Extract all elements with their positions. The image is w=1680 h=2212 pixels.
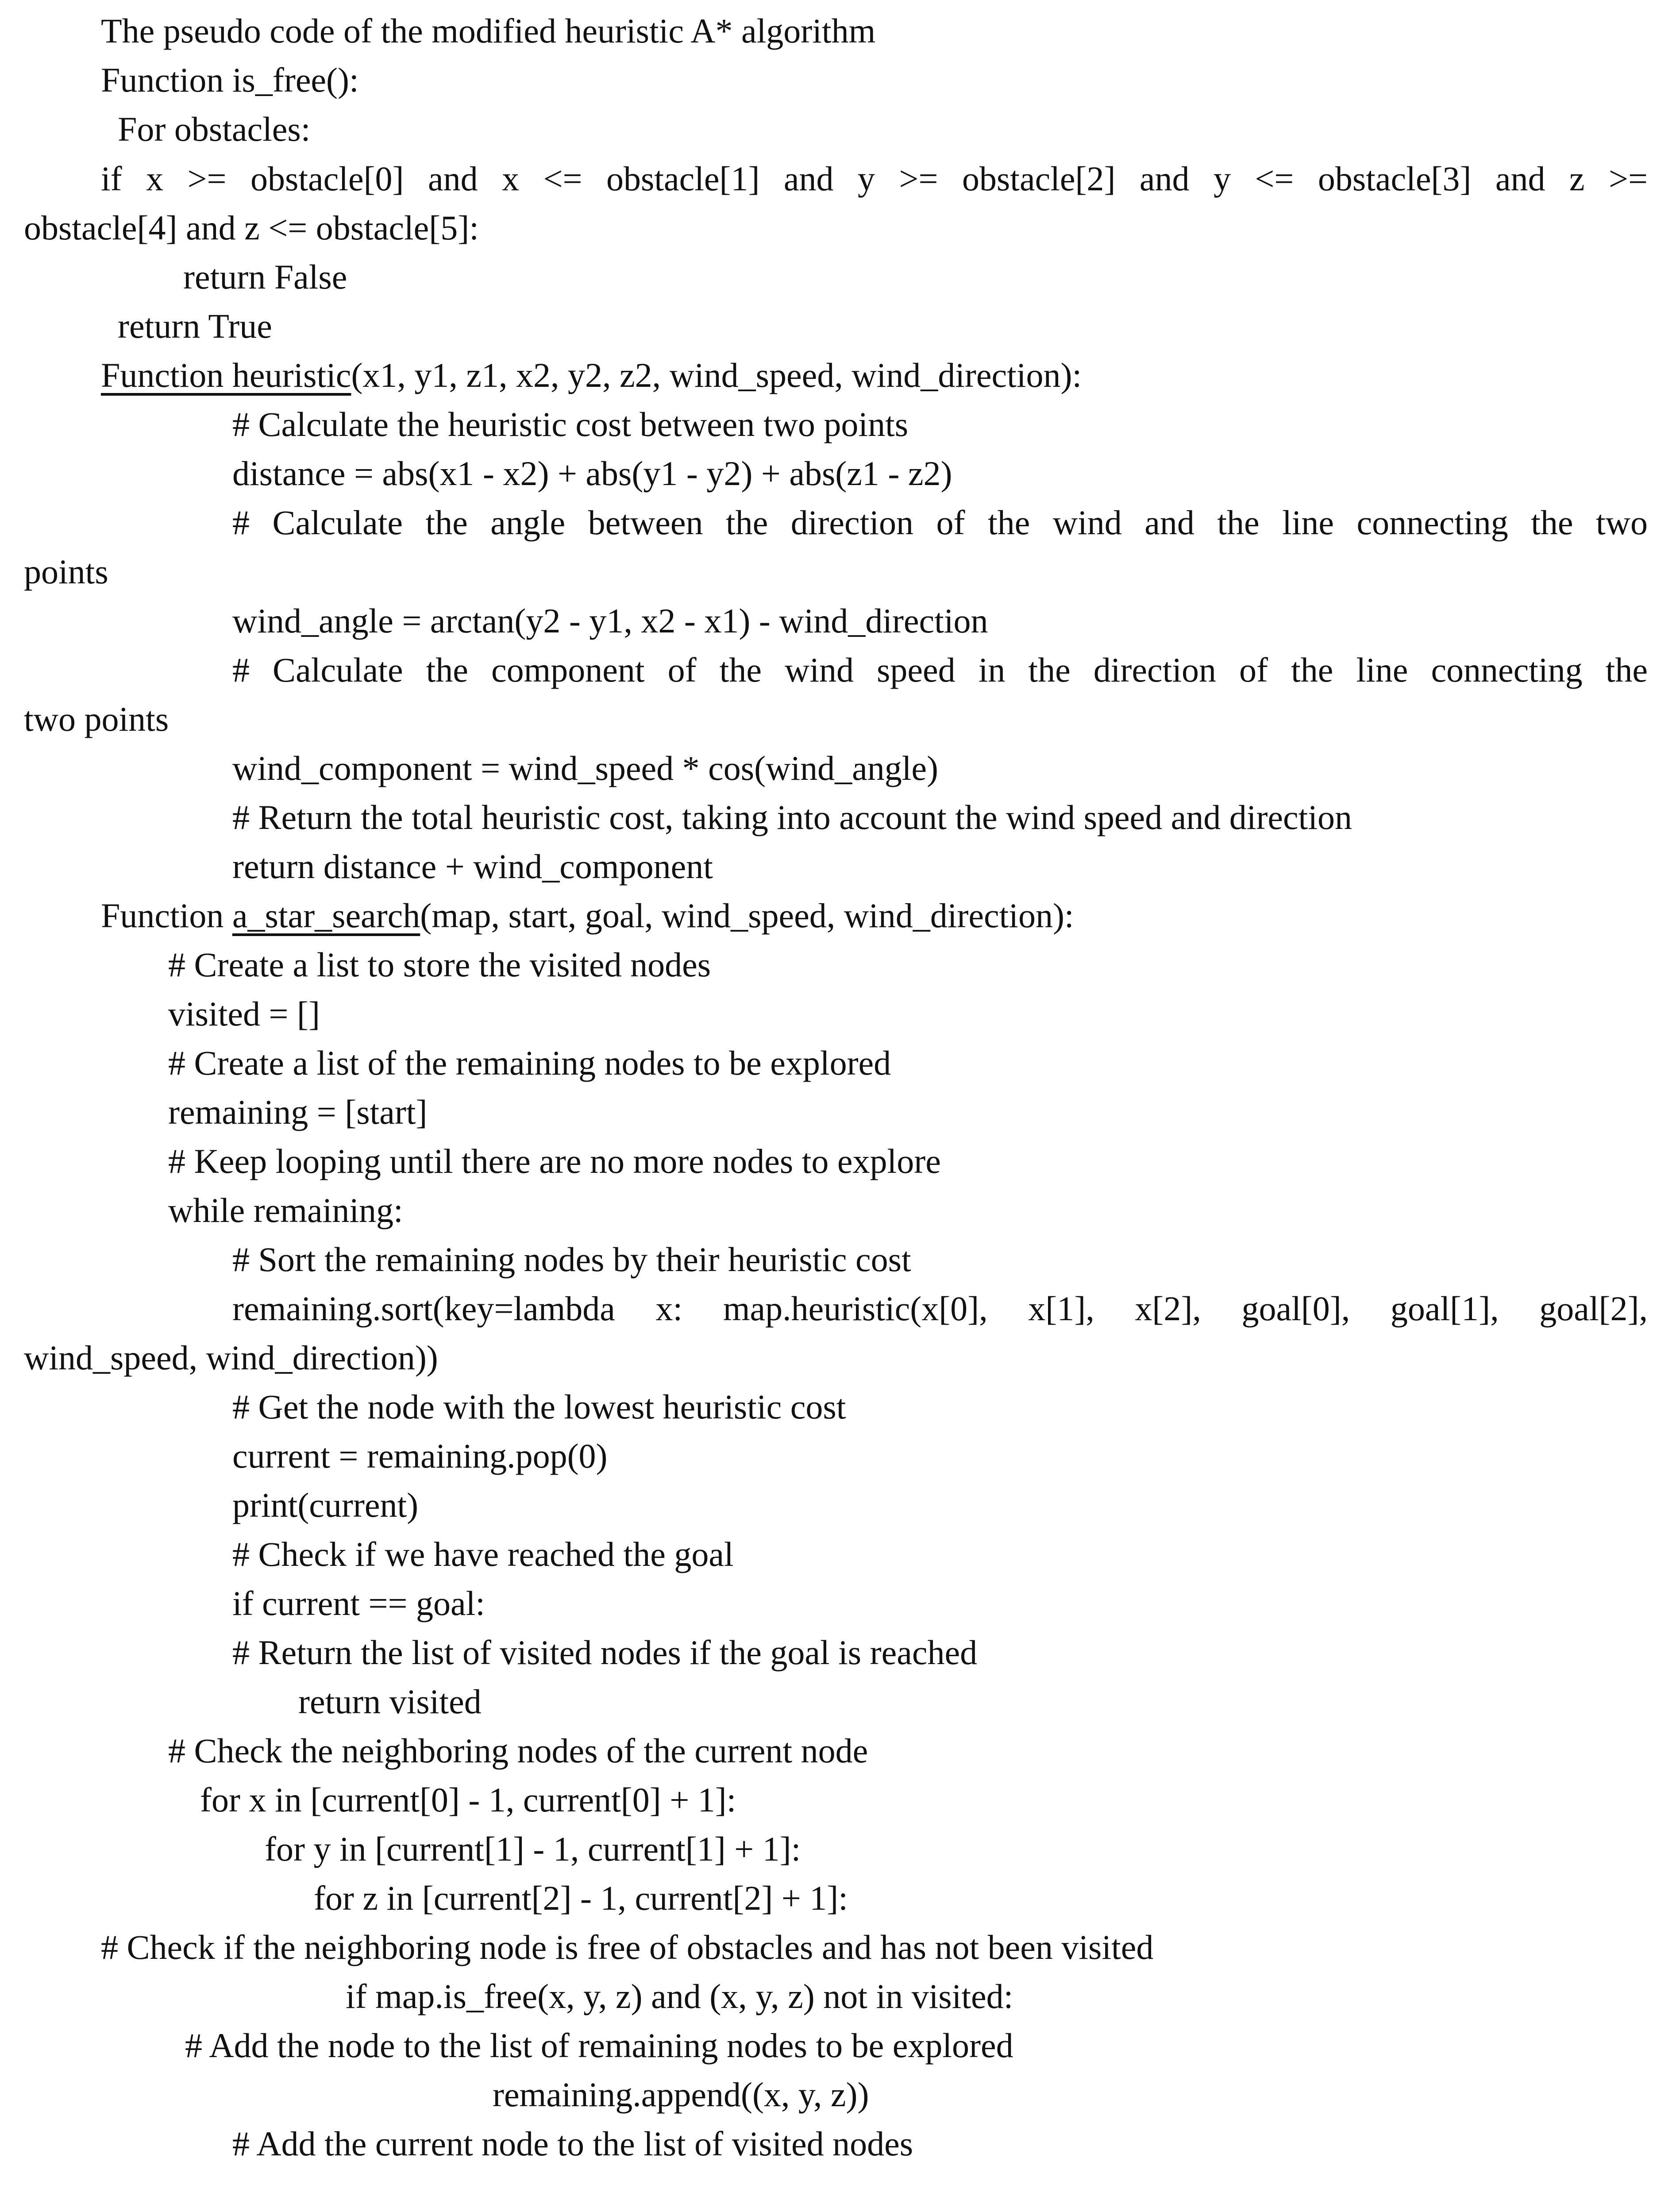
code-line: if map.is_free(x, y, z) and (x, y, z) not in visited: bbox=[346, 1977, 1013, 2015]
code-comment: # Calculate the angle between the direction of the wind and the line connecting the two bbox=[232, 503, 1648, 542]
function-signature: (x1, y1, z1, x2, y2, z2, wind_speed, wind_direction): bbox=[351, 356, 1082, 394]
code-line: return distance + wind_component bbox=[232, 847, 713, 886]
code-line: print(current) bbox=[232, 1486, 419, 1524]
code-comment: # Check the neighboring nodes of the current node bbox=[168, 1731, 868, 1770]
code-comment: # Add the node to the list of remaining nodes to be explored bbox=[185, 2026, 1013, 2065]
function-name-a-star-search: a_star_search bbox=[232, 896, 420, 935]
code-line: for x in [current[0] - 1, current[0] + 1]: bbox=[200, 1780, 736, 1819]
code-line-function-is-free: Function is_free(): bbox=[101, 61, 359, 99]
code-line: return visited bbox=[298, 1682, 482, 1721]
function-keyword: Function bbox=[101, 896, 232, 935]
code-comment: # Return the list of visited nodes if the goal is reached bbox=[232, 1633, 978, 1672]
code-comment: # Return the total heuristic cost, taking into account the wind speed and direction bbox=[232, 798, 1352, 836]
code-comment: # Create a list of the remaining nodes to be explored bbox=[168, 1044, 891, 1082]
code-comment: # Keep looping until there are no more nodes to explore bbox=[168, 1142, 941, 1180]
code-line-continuation: points bbox=[24, 552, 108, 591]
code-line: wind_angle = arctan(y2 - y1, x2 - x1) - wind_direction bbox=[232, 601, 988, 640]
code-line: for y in [current[1] - 1, current[1] + 1]: bbox=[265, 1830, 801, 1868]
code-line: for z in [current[2] - 1, current[2] + 1]: bbox=[314, 1879, 848, 1917]
code-line: For obstacles: bbox=[118, 110, 311, 148]
code-line: remaining.sort(key=lambda x: map.heuristic(x[0], x[1], x[2], goal[0], goal[1], goal[2], bbox=[232, 1289, 1648, 1328]
function-signature: (map, start, goal, wind_speed, wind_direction): bbox=[420, 896, 1074, 935]
code-line: if x >= obstacle[0] and x <= obstacle[1] and y >= obstacle[2] and y <= obstacle[3] and z >= bbox=[101, 159, 1648, 198]
code-comment: # Check if we have reached the goal bbox=[232, 1535, 734, 1573]
code-line: return False bbox=[183, 258, 347, 296]
code-line: remaining = [start] bbox=[168, 1093, 428, 1131]
code-line-continuation: two points bbox=[24, 700, 169, 738]
code-line-function-heuristic bbox=[101, 353, 1082, 397]
code-line-continuation: obstacle[4] and z <= obstacle[5]: bbox=[24, 208, 479, 247]
code-comment: # Check if the neighboring node is free of obstacles and has not been visited bbox=[101, 1928, 1154, 1966]
code-line: wind_component = wind_speed * cos(wind_angle) bbox=[232, 749, 939, 787]
code-line-function-a-star-search bbox=[101, 894, 1074, 938]
code-line: distance = abs(x1 - x2) + abs(y1 - y2) + abs(z1 - z2) bbox=[232, 454, 952, 493]
code-line: return True bbox=[118, 307, 272, 345]
code-comment: # Create a list to store the visited nodes bbox=[168, 945, 711, 984]
code-comment: # Sort the remaining nodes by their heuristic cost bbox=[232, 1240, 911, 1279]
code-comment: # Calculate the heuristic cost between two points bbox=[232, 405, 909, 443]
code-line: visited = [] bbox=[168, 994, 320, 1033]
code-comment: # Add the current node to the list of visited nodes bbox=[232, 2124, 913, 2163]
document-title: The pseudo code of the modified heuristic A* algorithm bbox=[101, 12, 876, 50]
code-line: current = remaining.pop(0) bbox=[232, 1437, 608, 1475]
code-comment: # Get the node with the lowest heuristic cost bbox=[232, 1387, 846, 1426]
code-line-continuation: wind_speed, wind_direction)) bbox=[24, 1338, 438, 1377]
code-line: if current == goal: bbox=[232, 1584, 485, 1622]
function-name-heuristic: Function heuristic bbox=[101, 356, 351, 394]
code-line: while remaining: bbox=[168, 1191, 403, 1229]
code-comment: # Calculate the component of the wind speed in the direction of the line connecting the bbox=[232, 651, 1648, 689]
code-line: remaining.append((x, y, z)) bbox=[493, 2075, 869, 2114]
